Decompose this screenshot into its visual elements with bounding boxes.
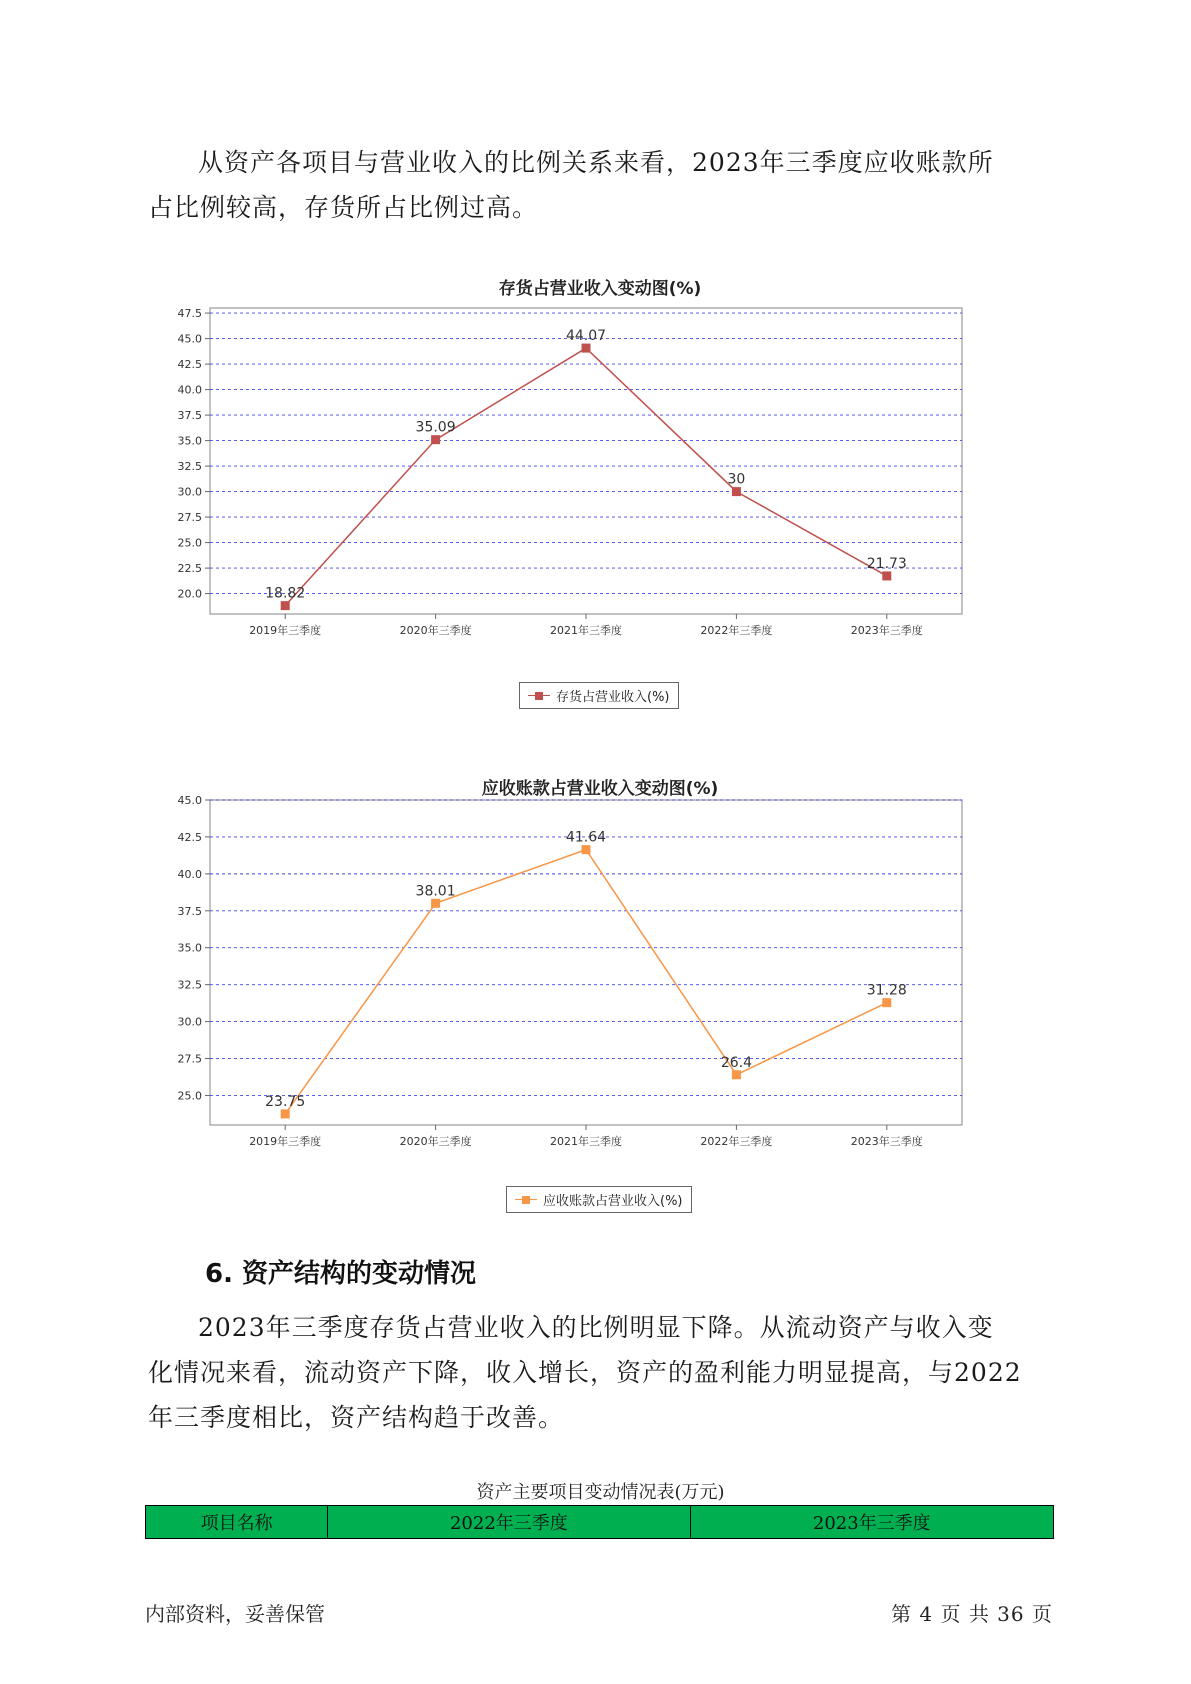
y-tick-label: 37.5 [177, 409, 202, 423]
asset-items-table [145, 1505, 1054, 1539]
data-point [431, 435, 440, 444]
x-tick-label: 2021年三季度 [550, 624, 622, 637]
x-tick-label: 2020年三季度 [399, 1135, 472, 1148]
data-point [582, 845, 591, 854]
y-tick-label: 40.0 [177, 383, 202, 397]
y-tick-label: 42.5 [177, 358, 202, 372]
y-tick-label: 20.0 [177, 587, 202, 601]
y-tick-label: 30.0 [177, 1015, 202, 1029]
data-point [882, 998, 891, 1007]
table-header-cell: 2022年三季度 [328, 1506, 690, 1539]
receivables-ratio-chart-plot [150, 794, 1050, 1214]
data-point [582, 344, 591, 353]
y-tick-label: 42.5 [177, 830, 202, 844]
y-tick-label: 45.0 [177, 794, 202, 807]
y-tick-label: 45.0 [177, 332, 202, 346]
x-tick-label: 2020年三季度 [399, 624, 472, 637]
data-point [732, 487, 741, 496]
section-line-2: 化情况来看，流动资产下降，收入增长，资产的盈利能力明显提高，与2022 [148, 1358, 1022, 1387]
intro-paragraph [148, 140, 1053, 230]
section-heading: 6. 资产结构的变动情况 [205, 1259, 477, 1289]
y-tick-label: 32.5 [177, 460, 202, 474]
y-tick-label: 32.5 [177, 978, 202, 992]
y-tick-label: 35.0 [177, 434, 202, 448]
data-label: 18.82 [265, 585, 306, 602]
chart-legend [519, 682, 679, 709]
footer-note: 内部资料，妥善保管 [145, 1602, 325, 1626]
data-label: 21.73 [866, 555, 907, 572]
data-label: 30 [727, 471, 746, 488]
page-number: 第 4 页 共 36 页 [891, 1602, 1053, 1626]
x-tick-label: 2023年三季度 [850, 1135, 923, 1148]
x-tick-label: 2023年三季度 [850, 624, 923, 637]
data-point [732, 1070, 741, 1079]
table-header-cell: 2023年三季度 [690, 1506, 1053, 1539]
data-label: 23.75 [265, 1093, 306, 1110]
section-line-1: 2023年三季度存货占营业收入的比例明显下降。从流动资产与收入变 [198, 1313, 994, 1342]
y-tick-label: 37.5 [177, 904, 202, 918]
y-tick-label: 30.0 [177, 485, 202, 499]
chart-title: 应收账款占营业收入变动图(%) [481, 779, 719, 799]
intro-line-2: 占比例较高，存货所占比例过高。 [148, 193, 539, 222]
data-label: 41.64 [565, 829, 607, 846]
legend-swatch [515, 1195, 537, 1205]
y-tick-label: 35.0 [177, 941, 202, 955]
y-tick-label: 27.5 [177, 511, 202, 525]
chart-title: 存货占营业收入变动图(%) [498, 279, 702, 299]
x-tick-label: 2022年三季度 [700, 1135, 773, 1148]
receivables-ratio-chart [150, 762, 1050, 1222]
y-tick-label: 27.5 [177, 1052, 202, 1066]
data-point [281, 1109, 290, 1118]
data-label: 35.09 [415, 419, 456, 436]
data-label: 38.01 [415, 883, 456, 900]
inventory-ratio-chart [150, 262, 1050, 722]
y-tick-label: 22.5 [177, 562, 202, 576]
y-tick-label: 25.0 [177, 536, 202, 550]
plot-area [210, 308, 962, 614]
data-label: 44.07 [565, 328, 607, 345]
y-tick-label: 47.5 [177, 307, 202, 321]
legend-label: 应收账款占营业收入(%) [543, 1194, 683, 1209]
table-header-cell: 项目名称 [146, 1506, 328, 1539]
table-header-row [146, 1506, 1054, 1539]
data-label: 31.28 [866, 982, 907, 999]
chart-legend [506, 1186, 692, 1213]
section-line-3: 年三季度相比，资产结构趋于改善。 [148, 1403, 565, 1432]
y-tick-label: 40.0 [177, 867, 202, 881]
x-tick-label: 2019年三季度 [249, 624, 322, 637]
y-tick-label: 25.0 [177, 1089, 202, 1103]
intro-line-1: 从资产各项目与营业收入的比例关系来看，2023年三季度应收账款所 [198, 148, 994, 177]
data-point [431, 899, 440, 908]
data-point [281, 601, 290, 610]
x-tick-label: 2021年三季度 [550, 1135, 622, 1148]
legend-label: 存货占营业收入(%) [556, 690, 670, 705]
x-tick-label: 2019年三季度 [249, 1135, 322, 1148]
x-tick-label: 2022年三季度 [700, 624, 773, 637]
inventory-ratio-chart-plot [150, 302, 1050, 722]
data-point [882, 571, 891, 580]
data-label: 26.4 [720, 1054, 752, 1071]
table-caption: 资产主要项目变动情况表(万元) [476, 1482, 725, 1503]
section-paragraph [148, 1305, 1053, 1440]
legend-swatch [528, 691, 550, 701]
